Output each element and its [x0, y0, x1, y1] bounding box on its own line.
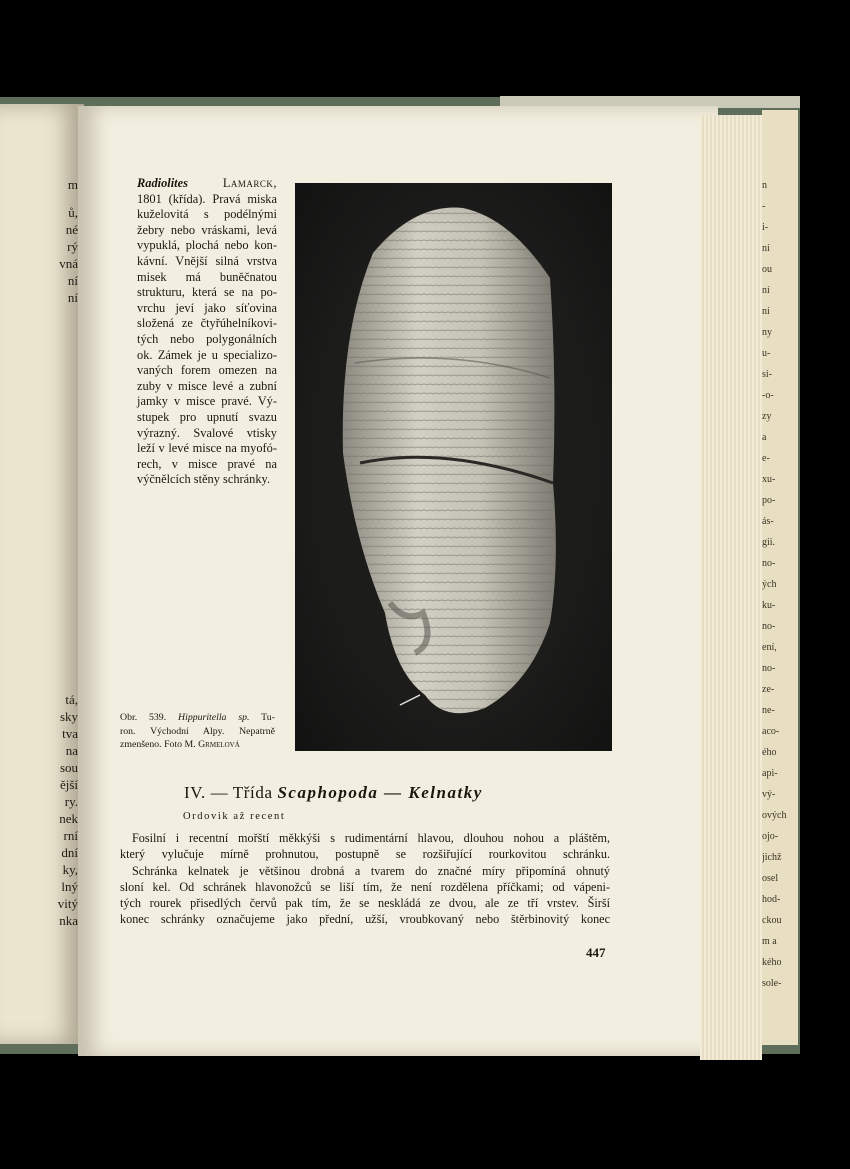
next-page-fragment: n — [762, 180, 767, 191]
caption-figure-number: Obr. 539. — [120, 712, 167, 723]
intro-line: rech, v misce pravé na — [137, 456, 277, 471]
left-page-fragment: nka — [59, 913, 78, 928]
next-page-fragment: jichž — [762, 852, 782, 863]
left-page-fragment: dní — [61, 845, 78, 860]
next-page-fragment: ní — [762, 243, 770, 254]
next-page-fragment: ojo- — [762, 831, 779, 842]
intro-line: složená ze čtyřúhelníkovi- — [137, 316, 277, 331]
section-number: IV. — Třída — [184, 783, 273, 802]
next-page-fragment: ku- — [762, 600, 776, 611]
left-page-fragment: na — [65, 743, 78, 758]
next-page-fragment: no- — [762, 621, 776, 632]
intro-line: misek má buněčnatou — [137, 269, 277, 284]
intro-line: kávní. Vnější silná vrstva — [137, 253, 277, 268]
intro-line: leží v levé misce na myofó- — [137, 441, 277, 456]
intro-line: výrazný. Svalové vtisky — [137, 425, 277, 440]
intro-line: tých nebo polygonálních — [137, 331, 277, 346]
left-page-fragment: lný — [61, 879, 78, 894]
next-page-fragment: osel — [762, 873, 779, 884]
next-page-fragment: ny — [762, 327, 772, 338]
figure-caption — [120, 711, 275, 752]
body-line: Fosilní i recentní mořští měkkýši s rudimentární hlavou, dlouhou nohou a pláštěm, — [132, 831, 610, 845]
intro-line: vypuklá, plochá nebo kon- — [137, 238, 277, 253]
intro-line: žebry nebo vráskami, levá — [137, 222, 277, 237]
intro-line: ok. Zámek je u specializo- — [137, 347, 277, 362]
caption-line1-rest: Tu- — [261, 712, 275, 723]
intro-line: vaných forem omezen na — [137, 363, 277, 378]
next-page-fragment: e- — [762, 453, 770, 464]
next-page-fragment: ení, — [762, 642, 777, 653]
genus-name: Radiolites — [137, 176, 188, 190]
intro-line: výčnělcích stěny schránky. — [137, 472, 271, 487]
next-page-fragment: ých — [762, 579, 777, 590]
left-page-fragment: tá, — [65, 692, 78, 707]
intro-line: 1801 (křída). Pravá miska — [137, 191, 277, 206]
next-page-fragment: ne- — [762, 705, 775, 716]
section-time-range: Ordovik až recent — [183, 811, 286, 822]
intro-line: jamky v misce pravé. Vý- — [137, 394, 277, 409]
intro-line: strukturu, která se na po- — [137, 285, 277, 300]
caption-credit: zmenšeno. Foto M. — [120, 739, 196, 750]
left-page-fragment: sou — [59, 760, 78, 775]
body-line: sloní kel. Od schránek hlavonožců se liší tím, že není rozdělena příčkami; od vápeni- — [120, 879, 610, 894]
left-page-fragment: ů, — [68, 205, 78, 220]
left-page-fragment: ky, — [62, 862, 78, 877]
radiolites-description — [137, 176, 277, 488]
left-page — [0, 104, 84, 1044]
next-page-fragment: aco- — [762, 726, 780, 737]
next-page-fragment: -o- — [762, 390, 774, 401]
body-line: konec schránky označujeme jako přední, užší, vroubkovaný nebo štěrbinovitý konec — [120, 912, 610, 927]
caption-line-3 — [120, 738, 275, 752]
next-page-fragment: m a — [762, 936, 777, 947]
left-page-fragment: tva — [62, 726, 78, 741]
next-page-fragment: ckou — [762, 915, 782, 926]
genus-author: Lamarck, — [222, 176, 277, 190]
left-page-fragment: ní — [67, 290, 78, 305]
intro-line: zuby v misce levé a zubní — [137, 378, 277, 393]
next-page-fragment: a — [762, 432, 767, 443]
body-line: Schránka kelnatek je většinou drobná a tvarem do značné míry připomíná ohnutý — [132, 863, 610, 878]
page-edges — [700, 115, 762, 1060]
section-heading — [184, 783, 604, 803]
left-page-fragment: né — [65, 222, 78, 237]
body-line: který vylučuje mírně prohnutou, postupně se rozšiřující rourkovitou schránku. — [120, 847, 610, 862]
section-body — [120, 830, 610, 928]
next-page-fragment: ou — [762, 264, 772, 275]
left-page-fragment: vitý — [57, 896, 78, 911]
next-page-fragment: ových — [762, 810, 787, 821]
next-page-fragment: ého — [762, 747, 777, 758]
left-page-fragment: ější — [59, 777, 78, 792]
left-page-fragment: nek — [59, 811, 78, 826]
next-page-fragment: kého — [762, 957, 782, 968]
next-page-fragment: api- — [762, 768, 778, 779]
page-number: 447 — [586, 945, 606, 960]
next-page-fragment: no- — [762, 663, 776, 674]
intro-line: vrchu jeví jako síťovina — [137, 300, 277, 315]
body-line: tých rourek přisedlých červů pak tím, že se neskládá ze dvou, ale ze tří vrstev. Širší — [120, 896, 610, 911]
intro-line: kuželovitá s podélnými — [137, 207, 277, 222]
intro-first-line — [137, 176, 277, 192]
next-page-fragment: ze- — [762, 684, 775, 695]
next-page-fragment: sole- — [762, 978, 782, 989]
fossil-photo — [295, 183, 612, 751]
next-page-fragment: ní — [762, 285, 770, 296]
left-page-fragment: ní — [67, 273, 78, 288]
next-page-fragment: vý- — [762, 789, 776, 800]
left-page-fragment: m — [67, 177, 78, 192]
caption-line-2: ron. Východní Alpy. Nepatrně — [120, 725, 275, 737]
intro-line: stupek pro upnutí svazu — [137, 409, 277, 424]
next-page-fragment: ás- — [762, 516, 774, 527]
next-page-fragment: ní — [762, 306, 770, 317]
left-page-fragment: vná — [59, 256, 78, 271]
left-page-fragment: ry. — [64, 794, 78, 809]
next-page-fragment: si- — [762, 369, 772, 380]
section-taxon: Scaphopoda — Kelnatky — [277, 783, 483, 802]
next-page-edge — [762, 110, 798, 1045]
next-page-fragment: xu- — [762, 474, 776, 485]
next-page-fragment: po- — [762, 495, 776, 506]
caption-line-1 — [120, 711, 275, 725]
next-page-fragment: gii. — [762, 537, 776, 548]
next-page-fragment: hod- — [762, 894, 781, 905]
left-page-fragment: rý — [67, 239, 78, 254]
caption-photographer: Grmelová — [198, 739, 240, 750]
left-page-fragment: rní — [63, 828, 78, 843]
left-page-fragment: sky — [59, 709, 78, 724]
next-page-fragment: i- — [762, 222, 769, 233]
caption-taxon: Hippuritella sp. — [178, 712, 250, 723]
next-page-fragment: u- — [762, 348, 771, 359]
next-page-fragment: zy — [762, 411, 772, 422]
next-page-fragment: no- — [762, 558, 776, 569]
next-page-fragment: - — [762, 201, 766, 212]
